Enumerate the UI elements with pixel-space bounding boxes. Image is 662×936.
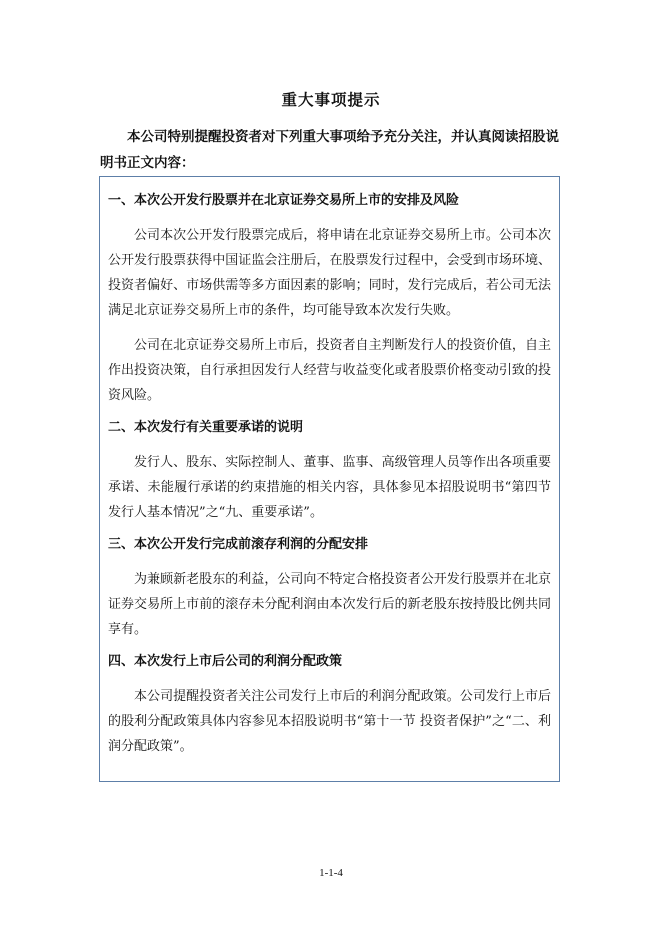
section-heading-2: 二、本次发行有关重要承诺的说明	[108, 420, 304, 435]
section-heading-3: 三、本次公开发行完成前滚存利润的分配安排	[108, 537, 369, 552]
section-1-paragraph-2: 公司在北京证券交易所上市后，投资者自主判断发行人的投资价值，自主作出投资决策，自行承担因发行人经营与收益变化或者股票价格变动引致的投资风险。	[108, 338, 551, 403]
notice-box	[99, 176, 560, 782]
section-heading-1: 一、本次公开发行股票并在北京证券交易所上市的安排及风险	[108, 193, 460, 208]
intro-text: 本公司特别提醒投资者对下列重大事项给予充分关注，并认真阅读招股说明书正文内容：	[100, 129, 559, 171]
section-2-paragraph-1: 发行人、股东、实际控制人、董事、监事、高级管理人员等作出各项重要承诺、未能履行承诺的约束措施的相关内容，具体参见本招股说明书“第四节 发行人基本情况”之“九、重要承诺”。	[108, 455, 551, 520]
section-heading-4: 四、本次发行上市后公司的利润分配政策	[108, 654, 343, 669]
section-3-paragraph-1: 为兼顾新老股东的利益，公司向不特定合格投资者公开发行股票并在北京证券交易所上市前的滚存未分配利润由本次发行后的新老股东按持股比例共同享有。	[108, 572, 551, 637]
page-number: 1-1-4	[319, 867, 343, 879]
page-title: 重大事项提示	[281, 91, 381, 109]
section-1-paragraph-1: 公司本次公开发行股票完成后，将申请在北京证券交易所上市。公司本次公开发行股票获得中国证监会注册后，在股票发行过程中，会受到市场环境、投资者偏好、市场供需等多方面因素的影响；同时，发行完成后，若公司无法满足北京证券交易所上市的条件，均可能导致本次发行失败。	[108, 228, 551, 318]
section-4-paragraph-1: 本公司提醒投资者关注公司发行上市后的利润分配政策。公司发行上市后的股利分配政策具体内容参见本招股说明书“第十一节 投资者保护”之“二、利润分配政策”。	[108, 689, 551, 754]
